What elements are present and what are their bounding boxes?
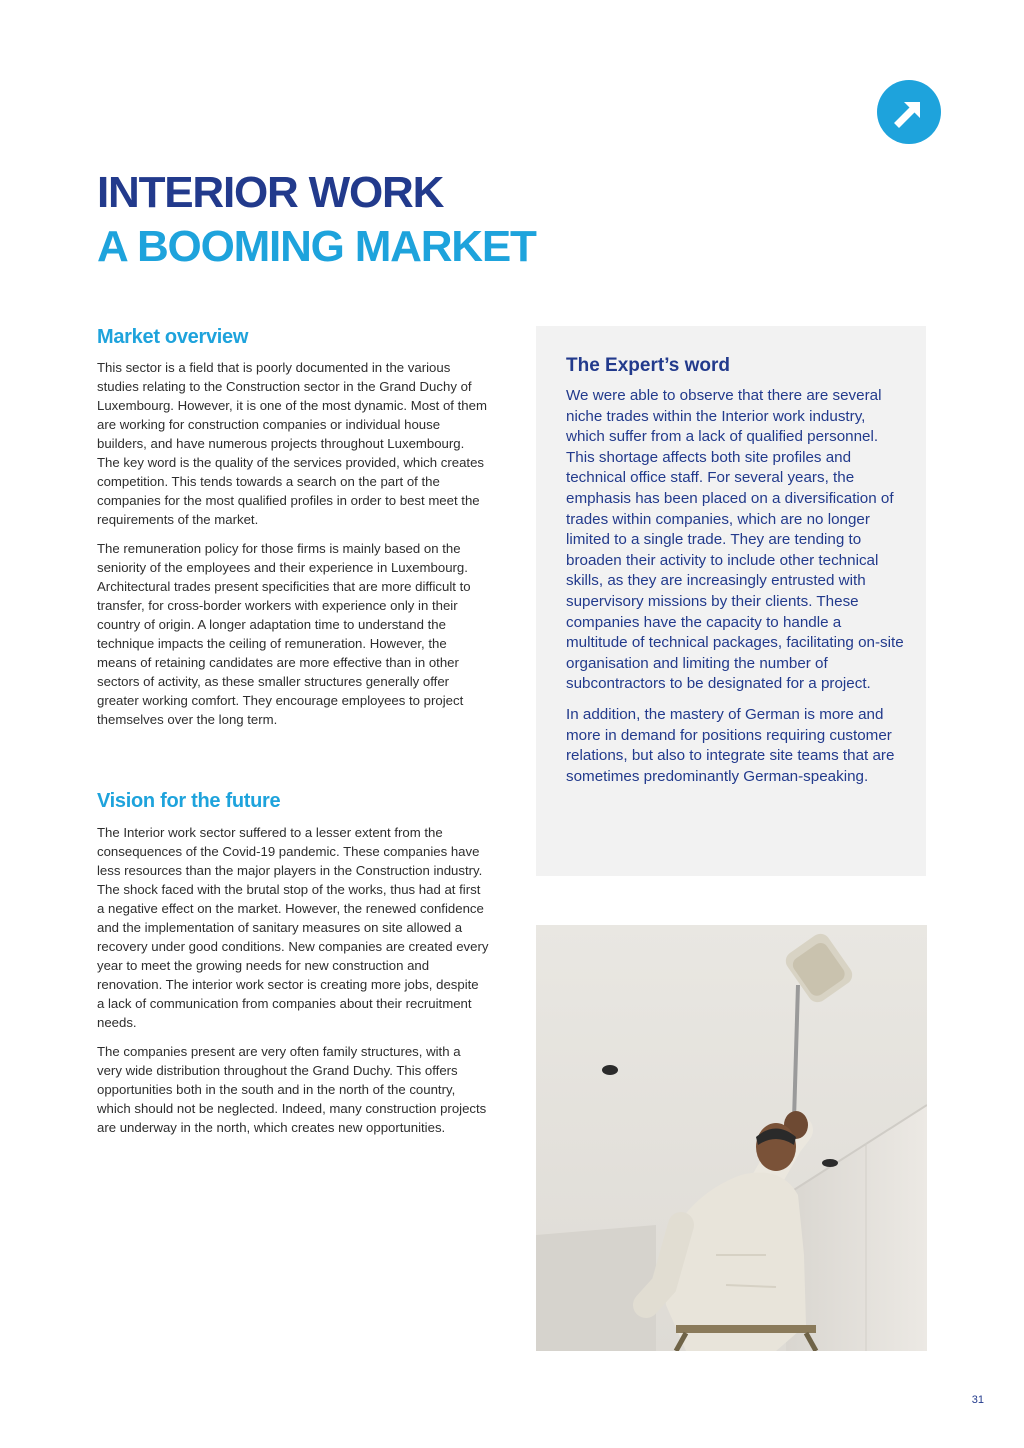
- market-overview-section: [97, 324, 489, 729]
- expert-heading: The Expert’s word: [566, 355, 730, 376]
- arrow-up-right-icon: [889, 92, 929, 132]
- market-overview-heading: Market overview: [97, 326, 249, 348]
- expert-box: [536, 326, 926, 876]
- expert-paragraph-2: In addition, the mastery of German is more and more in demand for positions requiring customer relations, but also to integrate site teams that are sometimes predominantly German-speaking.: [566, 705, 895, 785]
- painter-photo: [536, 925, 927, 1351]
- ladder: [676, 1325, 816, 1333]
- vision-section: [97, 788, 489, 1137]
- page-title: [97, 166, 536, 274]
- expert-paragraph-1: We were able to observe that there are several niche trades within the Interior work industry, which suffer from a lack of qualified personnel. This shortage affects both site profiles and technical office staff. For several years, the emphasis has been placed on a diversification of trades within companies, which are no longer limited to a single trade. They are tending to broaden their activity to include other technical skills, as they are increasingly entrusted with supervisory missions by their clients. These companies have the capacity to handle a multitude of technical packages, facilitating on-site organisation and limiting the number of subcontractors to be designated for a project.: [566, 387, 904, 693]
- arrow-badge: [877, 80, 941, 144]
- market-overview-paragraph-2: The remuneration policy for those firms is mainly based on the seniority of the employees and their experience in Luxembourg. Architectural trades present specificities that are more difficult to transfer, for cross-border workers with experience only in their country of origin. A longer adaptation time to understand the technique impacts the ceiling of remuneration. However, the means of retaining candidates are more effective than in other sectors of activity, as these smaller structures generally offer greater working comfort. They encourage employees to project themselves over the long term.: [97, 541, 471, 727]
- title-line-2: A BOOMING MARKET: [97, 222, 536, 271]
- ceiling-light: [822, 1159, 838, 1167]
- ceiling-light: [602, 1065, 618, 1075]
- page-number: 31: [971, 1394, 984, 1406]
- painter-illustration: [536, 925, 927, 1351]
- vision-paragraph-2: The companies present are very often family structures, with a very wide distribution throughout the Grand Duchy. This offers opportunities both in the south and in the north of the country, which should not be neglected. Indeed, many construction projects are underway in the north, which creates new opportunities.: [97, 1044, 487, 1135]
- vision-paragraph-1: The Interior work sector suffered to a lesser extent from the consequences of the Covid-19 pandemic. These companies have less resources than the major players in the Construction industry. The shock faced with the brutal stop of the works, thus had at first a negative effect on the market. However, the renewed confidence and the implementation of sanitary measures on site allowed a recovery under good conditions. New companies are created every year to meet the growing needs for new construction and renovation. The interior work sector is creating more jobs, despite a lack of communication from companies about their recruitment needs.: [97, 825, 489, 1030]
- market-overview-paragraph-1: This sector is a field that is poorly documented in the various studies relating to the Construction sector in the Grand Duchy of Luxembourg. However, it is one of the most dynamic. Most of them are working for construction companies or individual house builders, and have numerous projects throughout Luxembourg. The key word is the quality of the services provided, which creates competition. This tends towards a search on the part of the companies for the most qualified profiles in order to best meet the requirements of the market.: [97, 360, 487, 527]
- title-line-1: INTERIOR WORK: [97, 168, 444, 217]
- vision-heading: Vision for the future: [97, 790, 281, 812]
